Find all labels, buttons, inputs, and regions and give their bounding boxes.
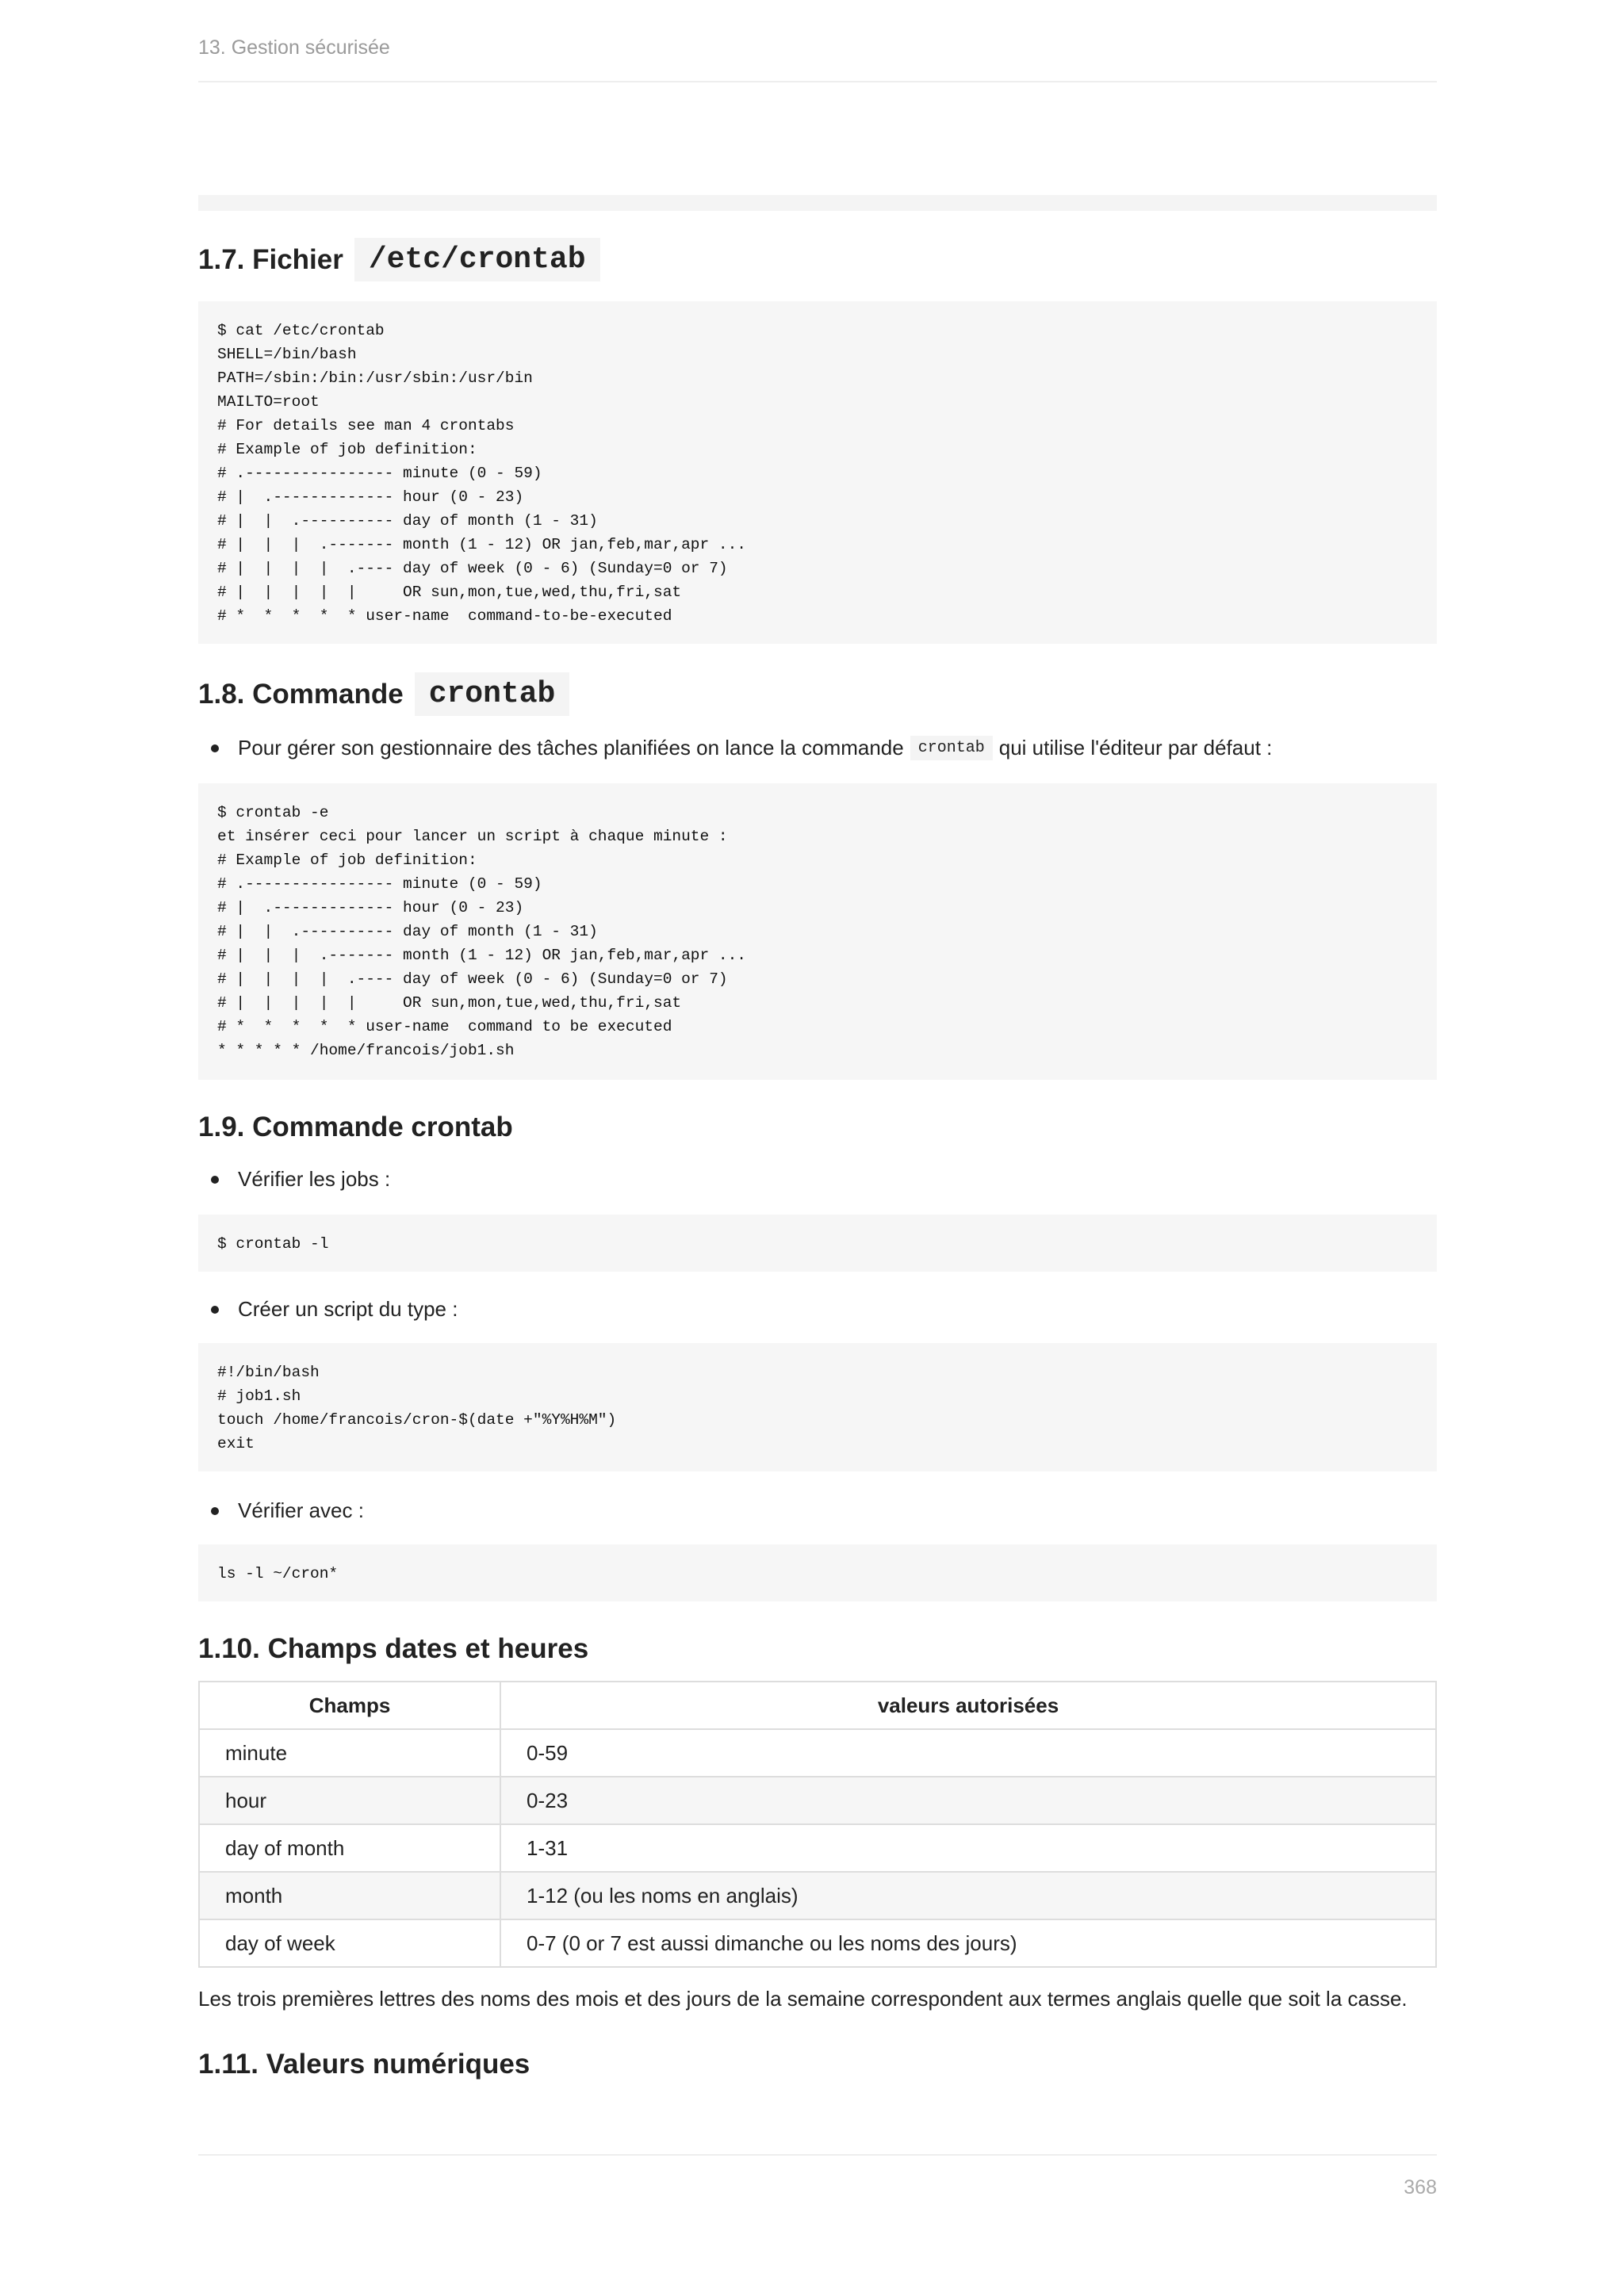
- code-line: $ cat /etc/crontab: [217, 322, 385, 339]
- heading-text: 1.8. Commande: [198, 678, 404, 710]
- code-line: #!/bin/bash: [217, 1364, 320, 1381]
- code-line: # .---------------- minute (0 - 59): [217, 465, 542, 482]
- table-header-row: [199, 1682, 1436, 1729]
- code-line: # | .------------- hour (0 - 23): [217, 488, 524, 506]
- list-item: [211, 736, 1272, 760]
- crontab-list-code-block: [198, 1215, 1437, 1272]
- script-code-block: [198, 1343, 1437, 1471]
- heading-text: 1.11. Valeurs numériques: [198, 2049, 530, 2080]
- code-line: # | | | .------- month (1 - 12) OR jan,feb,mar,apr ...: [217, 947, 747, 964]
- code-line: # | | .---------- day of month (1 - 31): [217, 923, 598, 940]
- code-line: PATH=/sbin:/bin:/usr/sbin:/usr/bin: [217, 369, 533, 387]
- table-cell: 1-31: [500, 1824, 1436, 1872]
- bullet-icon: [211, 1507, 219, 1515]
- list-item-text: Vérifier avec :: [238, 1498, 364, 1522]
- table-row: [199, 1777, 1436, 1824]
- code-line: $ crontab -l: [217, 1235, 329, 1253]
- verify-code-block: [198, 1544, 1437, 1601]
- table-row: [199, 1824, 1436, 1872]
- bullet-icon: [211, 744, 219, 752]
- section-1-11-heading: [198, 2049, 530, 2080]
- code-line: MAILTO=root: [217, 393, 320, 411]
- code-line: # Example of job definition:: [217, 441, 477, 458]
- bullet-icon: [211, 1306, 219, 1314]
- code-line: # Example of job definition:: [217, 851, 477, 869]
- crontab-file-code-block: [198, 301, 1437, 644]
- code-line: # * * * * * user-name command to be executed: [217, 1018, 672, 1035]
- page-number: 368: [1404, 2176, 1437, 2198]
- table-cell: day of week: [199, 1919, 500, 1967]
- table-row: [199, 1872, 1436, 1919]
- table-row: [199, 1919, 1436, 1967]
- table-cell: 0-59: [500, 1729, 1436, 1777]
- code-line: et insérer ceci pour lancer un script à chaque minute :: [217, 828, 728, 845]
- table-row: [199, 1729, 1436, 1777]
- table-cell: month: [199, 1872, 500, 1919]
- table-cell: hour: [199, 1777, 500, 1824]
- code-line: exit: [217, 1435, 255, 1452]
- code-line: # | | | .------- month (1 - 12) OR jan,feb,mar,apr ...: [217, 536, 747, 553]
- list-item-text: Créer un script du type :: [238, 1297, 458, 1321]
- section-1-10-heading: [198, 1633, 588, 1665]
- code-line: # | | | | | OR sun,mon,tue,wed,thu,fri,sat: [217, 584, 682, 601]
- heading-text: 1.10. Champs dates et heures: [198, 1633, 589, 1664]
- fields-table: [198, 1681, 1437, 1968]
- list-item-text: Vérifier les jobs :: [238, 1167, 391, 1191]
- heading-code: /etc/crontab: [354, 238, 600, 281]
- bullet-icon: [211, 1176, 219, 1184]
- section-1-8-heading: [198, 672, 569, 716]
- section-1-7-heading: [198, 238, 600, 281]
- paragraph: Les trois premières lettres des noms des mois et des jours de la semaine correspondent aux termes anglais quelle que soit la casse.: [198, 1987, 1408, 2011]
- crontab-edit-code-block: [198, 783, 1437, 1080]
- column-header: Champs: [199, 1682, 500, 1729]
- table-cell: 0-7 (0 or 7 est aussi dimanche ou les noms des jours): [500, 1919, 1436, 1967]
- table-cell: 1-12 (ou les noms en anglais): [500, 1872, 1436, 1919]
- code-line: # job1.sh: [217, 1387, 301, 1405]
- code-line: # | | | | .---- day of week (0 - 6) (Sunday=0 or 7): [217, 560, 728, 577]
- code-line: # For details see man 4 crontabs: [217, 417, 515, 434]
- code-line: # | | | | .---- day of week (0 - 6) (Sunday=0 or 7): [217, 970, 728, 988]
- code-line: ls -l ~/cron*: [217, 1565, 339, 1582]
- code-line: * * * * * /home/francois/job1.sh: [217, 1042, 515, 1059]
- table-cell: minute: [199, 1729, 500, 1777]
- code-line: # | .------------- hour (0 - 23): [217, 899, 524, 916]
- heading-text: 1.9. Commande crontab: [198, 1112, 513, 1142]
- header-divider: [198, 81, 1437, 82]
- footer-divider: [198, 2154, 1437, 2156]
- heading-text: 1.7. Fichier: [198, 243, 343, 275]
- list-item-text: qui utilise l'éditeur par défaut :: [998, 736, 1273, 760]
- previous-code-block-end: [198, 195, 1437, 211]
- section-1-9-heading: [198, 1112, 513, 1143]
- list-item-text: Pour gérer son gestionnaire des tâches planifiées on lance la commande: [238, 736, 904, 760]
- inline-code: crontab: [910, 736, 993, 760]
- code-line: SHELL=/bin/bash: [217, 346, 357, 363]
- code-line: # .---------------- minute (0 - 59): [217, 875, 542, 893]
- code-line: touch /home/francois/cron-$(date +"%Y%H%M"): [217, 1411, 617, 1429]
- running-header: 13. Gestion sécurisée: [198, 36, 390, 59]
- list-item: [211, 1167, 390, 1192]
- column-header: valeurs autorisées: [500, 1682, 1436, 1729]
- code-line: # * * * * * user-name command-to-be-executed: [217, 607, 672, 625]
- code-line: $ crontab -e: [217, 804, 329, 821]
- list-item: [211, 1498, 364, 1523]
- table-cell: 0-23: [500, 1777, 1436, 1824]
- code-line: # | | | | | OR sun,mon,tue,wed,thu,fri,sat: [217, 994, 682, 1012]
- heading-code: crontab: [415, 672, 570, 716]
- code-line: # | | .---------- day of month (1 - 31): [217, 512, 598, 530]
- list-item: [211, 1297, 458, 1322]
- table-cell: day of month: [199, 1824, 500, 1872]
